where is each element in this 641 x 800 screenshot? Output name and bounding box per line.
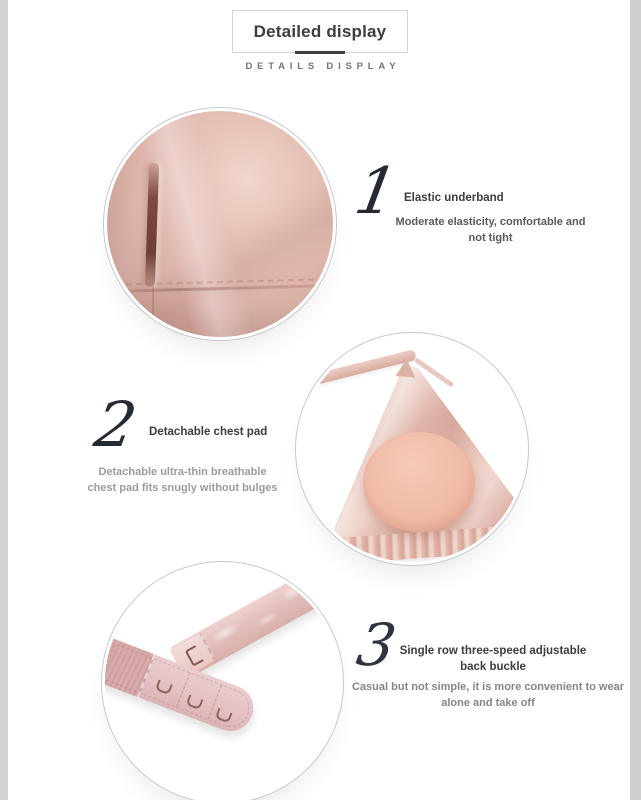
section-desc-2 bbox=[80, 464, 285, 496]
fabric-seam-vertical bbox=[152, 287, 154, 337]
underband-photo bbox=[107, 111, 333, 337]
photo-circle-back-buckle bbox=[102, 562, 343, 800]
back-buckle-photo bbox=[105, 565, 340, 800]
section-label-2-line: Detachable chest pad bbox=[149, 426, 268, 438]
section-desc-1-line: Moderate elasticity, comfortable and bbox=[395, 216, 586, 228]
page-title: Detailed display bbox=[253, 21, 387, 41]
header-box bbox=[232, 10, 408, 53]
section-desc-3-line: alone and take off bbox=[441, 697, 535, 709]
section-number-2: 2 bbox=[89, 388, 142, 461]
section-desc-1 bbox=[383, 214, 598, 246]
title-underline bbox=[295, 51, 345, 54]
chest-pad bbox=[363, 432, 475, 532]
section-desc-2-line: Detachable ultra-thin breathable bbox=[98, 466, 267, 478]
section-desc-1-line: not tight bbox=[468, 232, 513, 244]
section-desc-3-line: Casual but not simple, it is more convenient to wear bbox=[352, 681, 624, 693]
photo-circle-underband bbox=[104, 108, 336, 340]
stitch-column bbox=[208, 685, 222, 719]
section-label-1 bbox=[404, 190, 504, 206]
hook-eyelet bbox=[215, 708, 233, 724]
stitch-column bbox=[176, 673, 190, 707]
section-number-3: 3 bbox=[352, 611, 401, 679]
section-label-3-line: back buckle bbox=[460, 661, 526, 673]
section-desc-3 bbox=[348, 679, 628, 711]
page-subtitle: DETAILS DISPLAY bbox=[245, 61, 401, 72]
extender-strap bbox=[170, 571, 326, 679]
hook-mark bbox=[185, 645, 204, 667]
section-label-3-line: Single row three-speed adjustable bbox=[399, 645, 587, 657]
chest-pad-photo bbox=[299, 336, 525, 562]
fabric-folds bbox=[107, 111, 333, 337]
photo-circle-chest-pad bbox=[296, 333, 528, 565]
section-label-3 bbox=[393, 643, 593, 675]
hook-eyelet bbox=[155, 680, 173, 696]
page-margin-right bbox=[630, 0, 641, 800]
section-desc-2-line: chest pad fits snugly without bulges bbox=[87, 482, 278, 494]
section-label-1-line: Elastic underband bbox=[404, 192, 504, 204]
elastic-band bbox=[105, 638, 155, 697]
hook-eyelet bbox=[185, 695, 203, 711]
page-margin-left bbox=[0, 0, 8, 800]
section-label-2 bbox=[149, 424, 267, 440]
section-number-1: 1 bbox=[349, 155, 404, 229]
